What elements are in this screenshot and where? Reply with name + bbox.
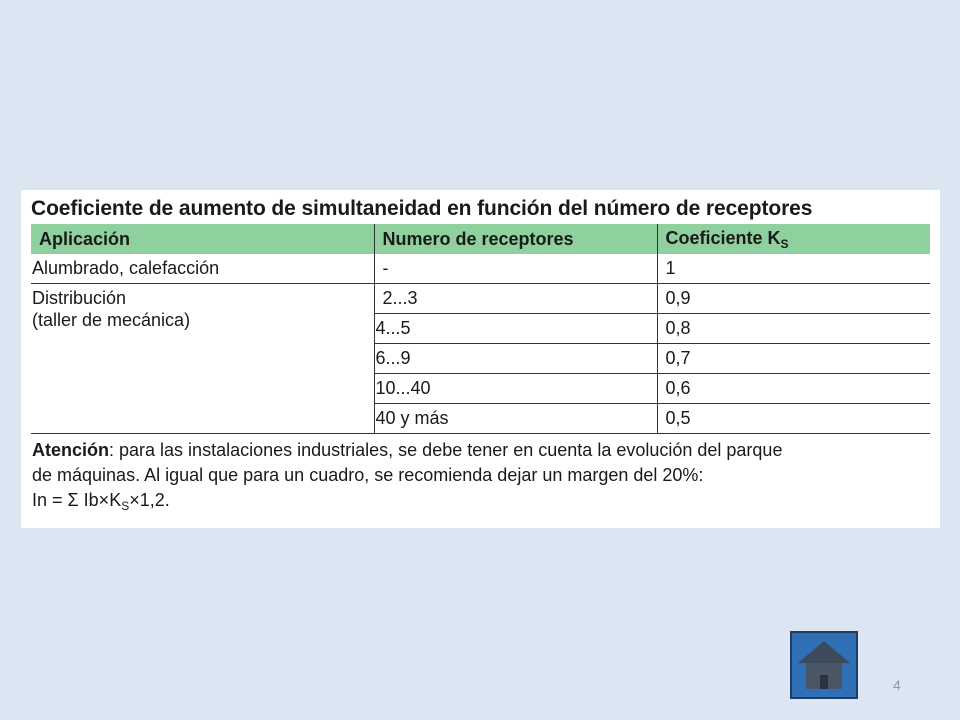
attention-note bbox=[31, 438, 930, 519]
formula-end: 1,2. bbox=[139, 490, 170, 510]
times-symbol-1: × bbox=[98, 490, 110, 510]
distribucion-line-2: (taller de mecánica) bbox=[32, 310, 191, 330]
header-receptores: Numero de receptores bbox=[374, 224, 657, 254]
cell-receptores: - bbox=[374, 254, 657, 284]
note-bold-label: Atención bbox=[32, 440, 110, 460]
cell-receptores: 4...5 bbox=[374, 314, 657, 344]
coefficient-table bbox=[31, 224, 930, 434]
cell-coeficiente: 0,7 bbox=[657, 344, 930, 374]
cell-receptores: 6...9 bbox=[374, 344, 657, 374]
header-coeficiente-label: Coeficiente K bbox=[665, 227, 781, 248]
note-formula bbox=[32, 488, 930, 519]
content-card bbox=[21, 190, 940, 528]
cell-receptores: 2...3 bbox=[374, 284, 657, 314]
note-line-2: de máquinas. Al igual que para un cuadro, se recomienda dejar un margen del 20%: bbox=[32, 465, 704, 485]
table-row bbox=[31, 284, 930, 314]
header-coeficiente-subscript: S bbox=[780, 236, 789, 251]
cell-receptores: 10...40 bbox=[374, 374, 657, 404]
header-aplicacion: Aplicación bbox=[31, 224, 374, 254]
home-button[interactable] bbox=[790, 631, 858, 699]
cell-receptores: 40 y más bbox=[374, 404, 657, 434]
note-line-1 bbox=[32, 438, 930, 463]
page-number: 4 bbox=[893, 677, 901, 693]
table-row bbox=[31, 254, 930, 284]
note-line-1-text: : para las instalaciones industriales, se debe tener en cuenta la evolución del parque bbox=[109, 440, 783, 460]
cell-coeficiente: 1 bbox=[657, 254, 930, 284]
cell-aplicacion-distribucion bbox=[31, 284, 374, 434]
cell-aplicacion: Alumbrado, calefacción bbox=[31, 254, 374, 284]
cell-coeficiente: 0,5 bbox=[657, 404, 930, 434]
table-header-row bbox=[31, 224, 930, 254]
header-coeficiente bbox=[657, 224, 930, 254]
formula-k: K bbox=[109, 490, 122, 510]
cell-coeficiente: 0,6 bbox=[657, 374, 930, 404]
distribucion-line-1: Distribución bbox=[32, 288, 127, 308]
times-symbol-2: × bbox=[129, 490, 140, 510]
table-title: Coeficiente de aumento de simultaneidad en función del número de receptores bbox=[31, 197, 813, 220]
formula-k-subscript: S bbox=[121, 499, 130, 513]
home-icon bbox=[792, 633, 856, 697]
cell-coeficiente: 0,8 bbox=[657, 314, 930, 344]
formula-start: In = Σ Ib bbox=[32, 490, 99, 510]
cell-coeficiente: 0,9 bbox=[657, 284, 930, 314]
